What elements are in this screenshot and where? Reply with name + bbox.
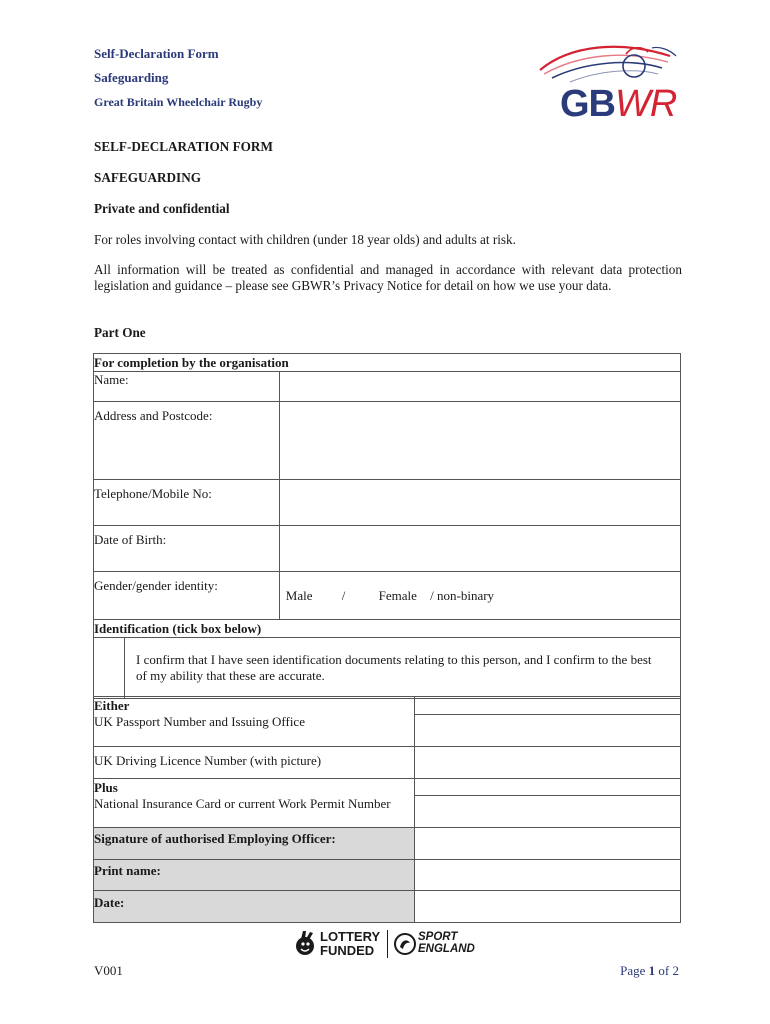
gbwr-logo [530, 40, 680, 124]
passport-label: UK Passport Number and Issuing Office [94, 714, 415, 746]
gender-non-binary-option[interactable]: / non-binary [430, 588, 495, 603]
signature-label: Signature of authorised Employing Officer: [94, 828, 415, 860]
signature-field[interactable] [414, 828, 681, 860]
address-field[interactable] [279, 402, 680, 480]
funder-logos [290, 926, 490, 962]
either-heading: Either [94, 697, 415, 715]
dob-label: Date of Birth: [94, 526, 280, 572]
name-field[interactable] [279, 372, 680, 402]
identification-heading: Identification (tick box below) [94, 620, 681, 638]
plus-spacer [414, 778, 681, 796]
logo-gb-text: GB [560, 83, 615, 125]
driving-licence-field[interactable] [414, 746, 681, 778]
sport-england-icon [394, 933, 416, 955]
page-total: 2 [672, 963, 679, 978]
organisation-details-table [93, 353, 681, 699]
dob-field[interactable] [279, 526, 680, 572]
sport-england-text [418, 931, 475, 955]
version-label: V001 [94, 963, 123, 978]
data-protection-statement: All information will be treated as confidential and managed in accordance with relevant data protection legislation and guidance – please see GBWR’s Privacy Notice for detail on how we use your data. [94, 262, 682, 293]
gender-label: Gender/gender identity: [94, 572, 280, 620]
identification-tick-box[interactable] [94, 638, 125, 699]
print-name-field[interactable] [414, 860, 681, 891]
date-label: Date: [94, 891, 415, 923]
passport-field[interactable] [414, 714, 681, 746]
gender-male-option[interactable]: Male [285, 588, 313, 603]
page-of: of [655, 963, 673, 978]
identification-confirm-text: I confirm that I have seen identification documents relating to this person, and I confirm to the best of my ability that these are accurate. [136, 652, 652, 683]
page-number [620, 963, 679, 979]
gbwr-wordmark [560, 84, 676, 124]
private-confidential-heading: Private and confidential [94, 201, 230, 216]
logo-wr-text: WR [615, 83, 677, 125]
header-form-name: Self-Declaration Form [94, 46, 219, 61]
england-line: ENGLAND [418, 943, 475, 955]
name-label: Name: [94, 372, 280, 402]
telephone-field[interactable] [279, 480, 680, 526]
part-one-heading: Part One [94, 325, 146, 340]
plus-heading: Plus [94, 778, 415, 796]
header-organisation: Great Britain Wheelchair Rugby [94, 95, 263, 109]
roles-statement: For roles involving contact with children (under 18 year olds) and adults at risk. [94, 232, 516, 247]
gender-female-option[interactable]: Female [378, 588, 417, 603]
sport-line: SPORT [418, 931, 458, 943]
lottery-line: LOTTERY [320, 929, 381, 944]
address-label: Address and Postcode: [94, 402, 280, 480]
driving-licence-label: UK Driving Licence Number (with picture) [94, 746, 415, 778]
print-name-label: Print name: [94, 860, 415, 891]
document-title: SELF-DECLARATION FORM [94, 139, 273, 154]
telephone-label: Telephone/Mobile No: [94, 480, 280, 526]
national-insurance-field[interactable] [414, 796, 681, 828]
logo-divider [387, 930, 388, 958]
header-topic: Safeguarding [94, 70, 169, 85]
lottery-crossed-fingers-icon [292, 929, 318, 959]
gender-separator: / [341, 588, 346, 603]
date-field[interactable] [414, 891, 681, 923]
lottery-funded-text [320, 930, 380, 958]
either-spacer [414, 697, 681, 715]
page-prefix: Page [620, 963, 649, 978]
organisation-section-heading: For completion by the organisation [94, 354, 681, 372]
document-header [94, 42, 262, 114]
identification-confirm-row [94, 638, 681, 699]
document-subtitle: SAFEGUARDING [94, 170, 201, 185]
identification-documents-table [93, 696, 681, 923]
page-current: 1 [648, 963, 656, 978]
funded-line: FUNDED [320, 943, 375, 958]
national-insurance-label: National Insurance Card or current Work Permit Number [94, 796, 415, 828]
gender-options[interactable] [279, 572, 680, 620]
